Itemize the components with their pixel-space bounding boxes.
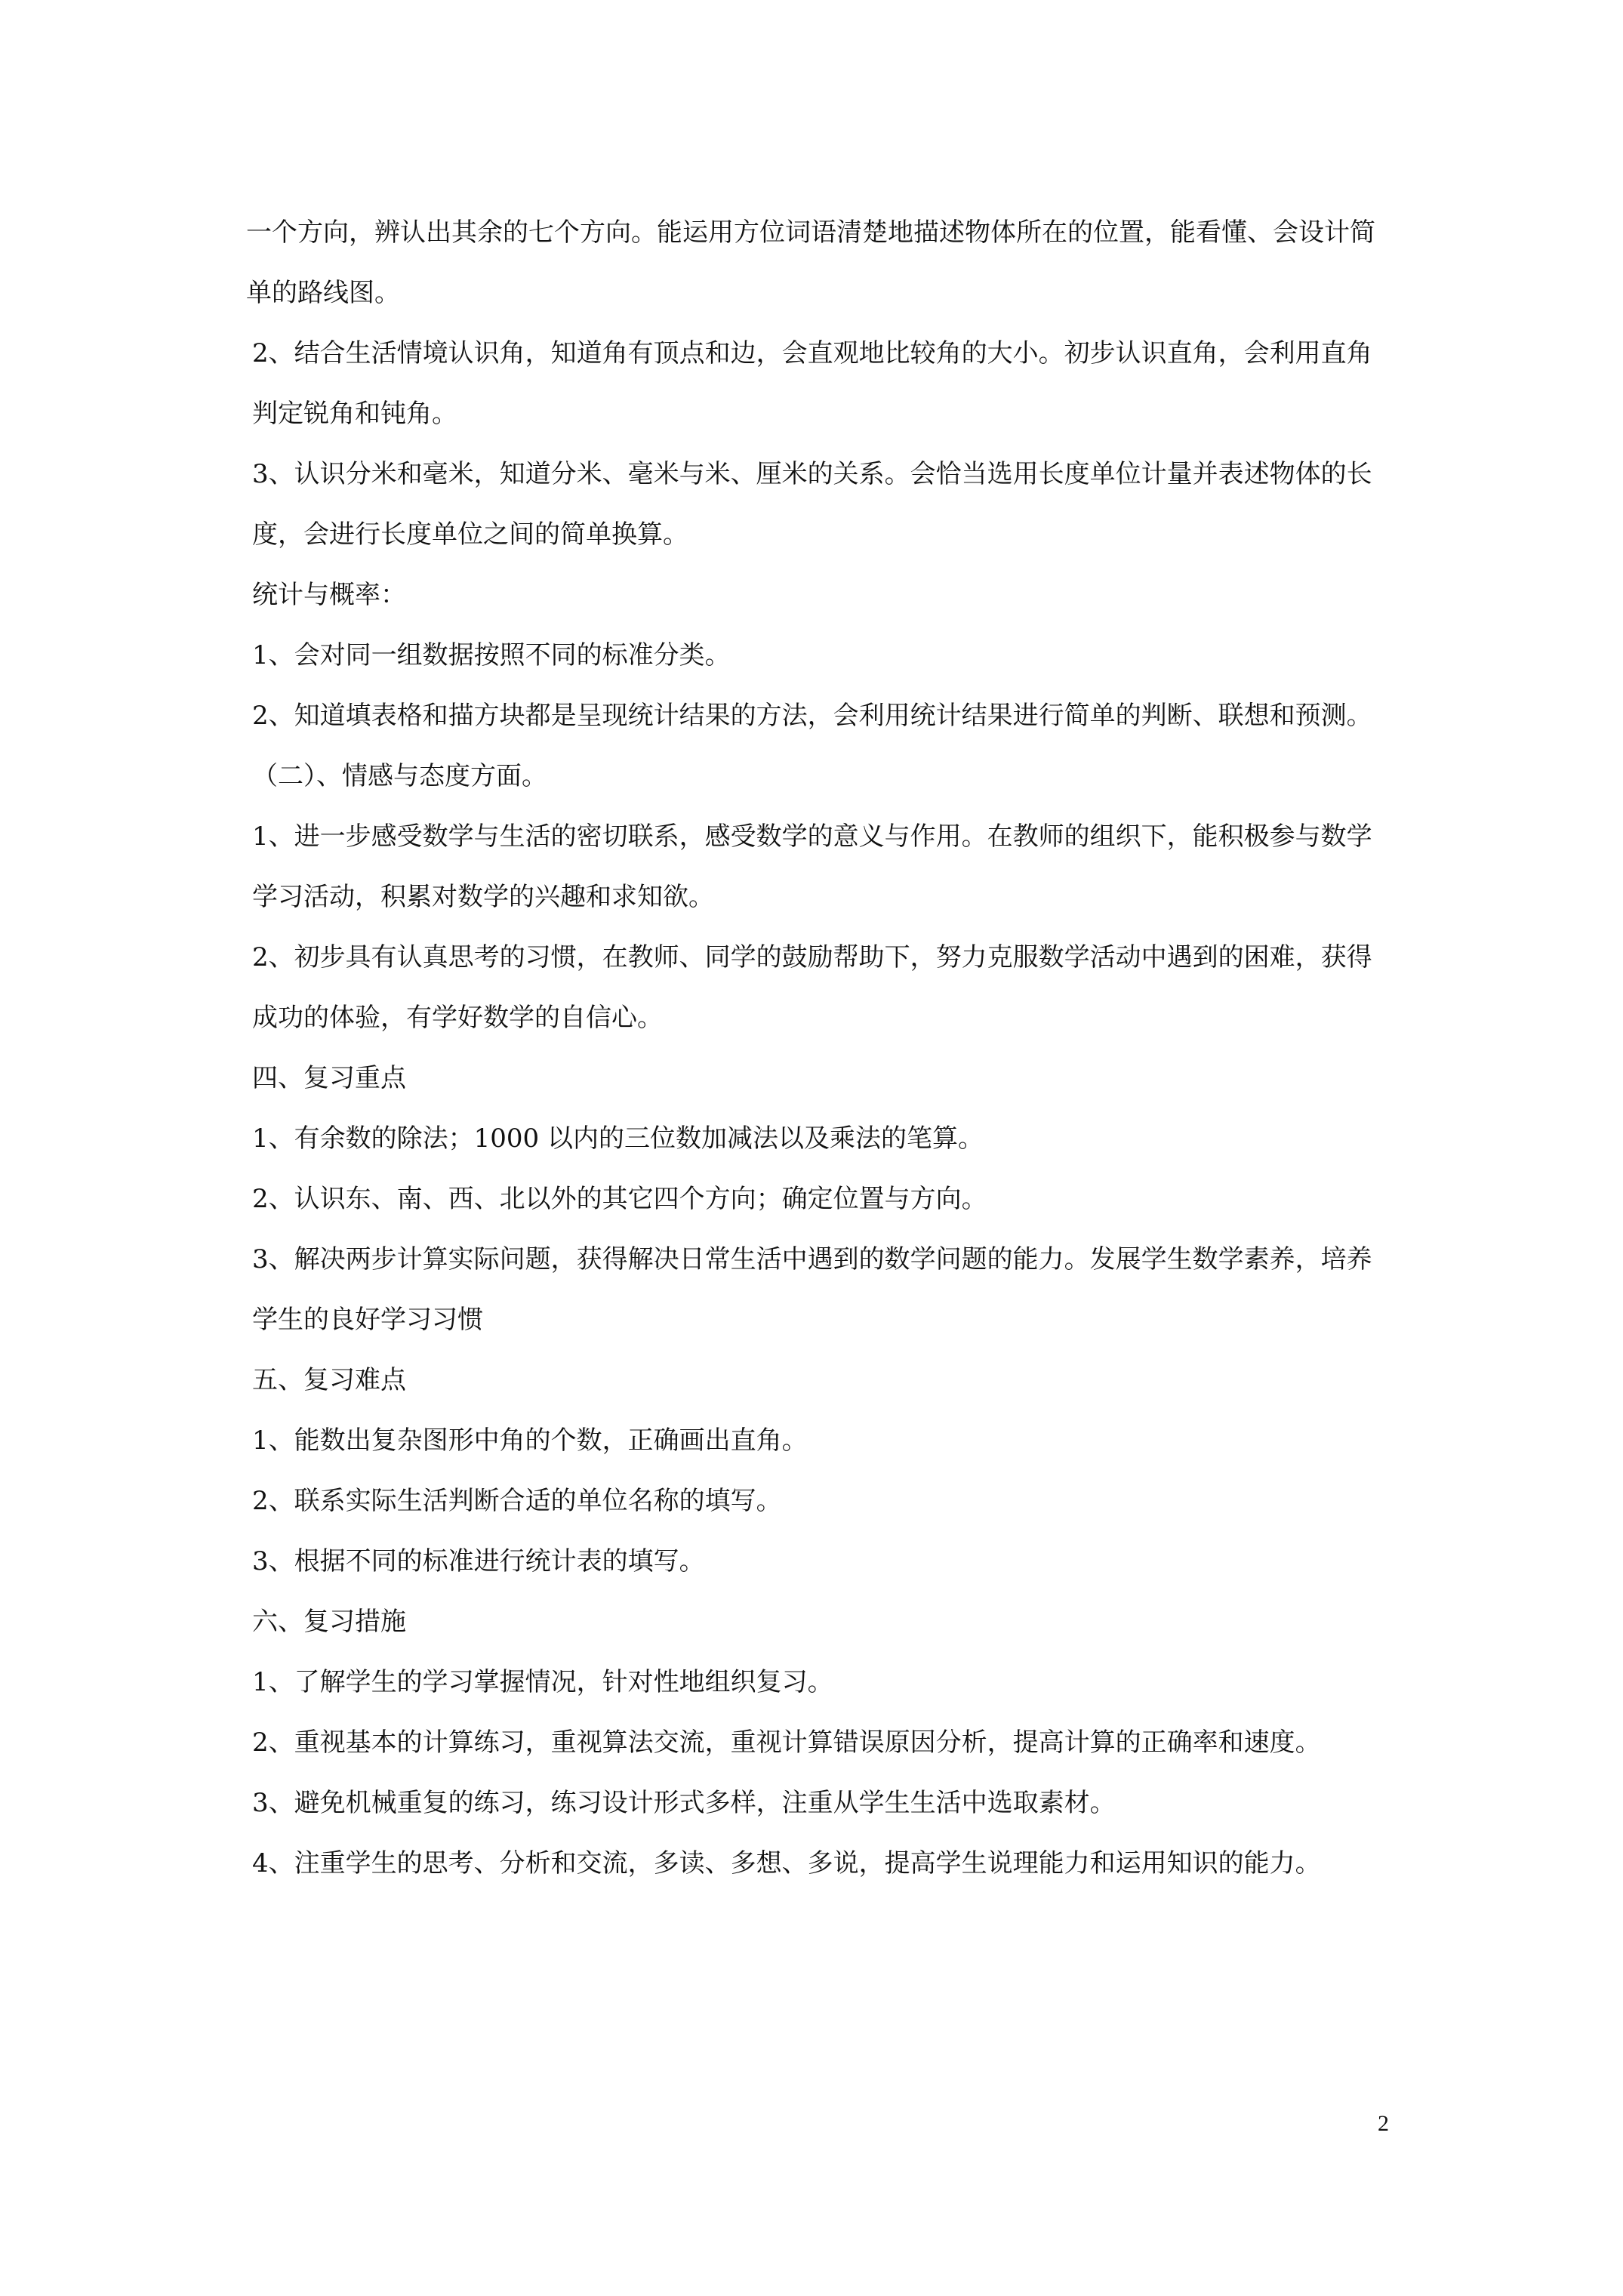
section-heading: 统计与概率： (252, 580, 406, 610)
paragraph: 2、重视基本的计算练习，重视算法交流，重视计算错误原因分析，提高计算的正确率和速度。 (252, 1727, 1321, 1758)
paragraph: 2、知道填表格和描方块都是呈现统计结果的方法，会利用统计结果进行简单的判断、联想和预测。 (252, 701, 1372, 731)
document-body (246, 202, 1394, 1894)
paragraph: 3、根据不同的标准进行统计表的填写。 (252, 1546, 705, 1576)
paragraph: 2、认识东、南、西、北以外的其它四个方向；确定位置与方向。 (252, 1184, 987, 1214)
paragraph: 3、解决两步计算实际问题，获得解决日常生活中遇到的数学问题的能力。发展学生数学素养，培养学生的良好学习习惯 (252, 1244, 1372, 1335)
section-heading: 五、复习难点 (252, 1365, 406, 1395)
paragraph: 1、了解学生的学习掌握情况，针对性地组织复习。 (252, 1667, 833, 1697)
paragraph: 1、进一步感受数学与生活的密切联系，感受数学的意义与作用。在教师的组织下，能积极参与数学学习活动，积累对数学的兴趣和求知欲。 (252, 821, 1372, 912)
paragraph: 2、联系实际生活判断合适的单位名称的填写。 (252, 1486, 782, 1516)
paragraph: 3、认识分米和毫米，知道分米、毫米与米、厘米的关系。会恰当选用长度单位计量并表述物体的长度，会进行长度单位之间的简单换算。 (252, 459, 1372, 550)
paragraph: 3、避免机械重复的练习，练习设计形式多样，注重从学生生活中选取素材。 (252, 1788, 1116, 1818)
paragraph: 1、能数出复杂图形中角的个数，正确画出直角。 (252, 1425, 808, 1456)
paragraph: 1、会对同一组数据按照不同的标准分类。 (252, 640, 731, 670)
paragraph: 1、有余数的除法；1000 以内的三位数加减法以及乘法的笔算。 (252, 1123, 984, 1154)
section-heading: （二）、情感与态度方面。 (252, 761, 547, 791)
section-heading: 四、复习重点 (252, 1063, 406, 1093)
section-heading: 六、复习措施 (252, 1607, 406, 1637)
paragraph: 4、注重学生的思考、分析和交流，多读、多想、多说，提高学生说理能力和运用知识的能力。 (252, 1848, 1321, 1878)
paragraph: 一个方向，辨认出其余的七个方向。能运用方位词语清楚地描述物体所在的位置，能看懂、会设计简单的路线图。 (246, 217, 1375, 308)
paragraph: 2、结合生活情境认识角，知道角有顶点和边，会直观地比较角的大小。初步认识直角，会利用直角判定锐角和钝角。 (252, 338, 1372, 429)
page-number: 2 (1378, 2111, 1389, 2136)
paragraph: 2、初步具有认真思考的习惯，在教师、同学的鼓励帮助下，努力克服数学活动中遇到的困难，获得成功的体验，有学好数学的自信心。 (252, 942, 1372, 1033)
